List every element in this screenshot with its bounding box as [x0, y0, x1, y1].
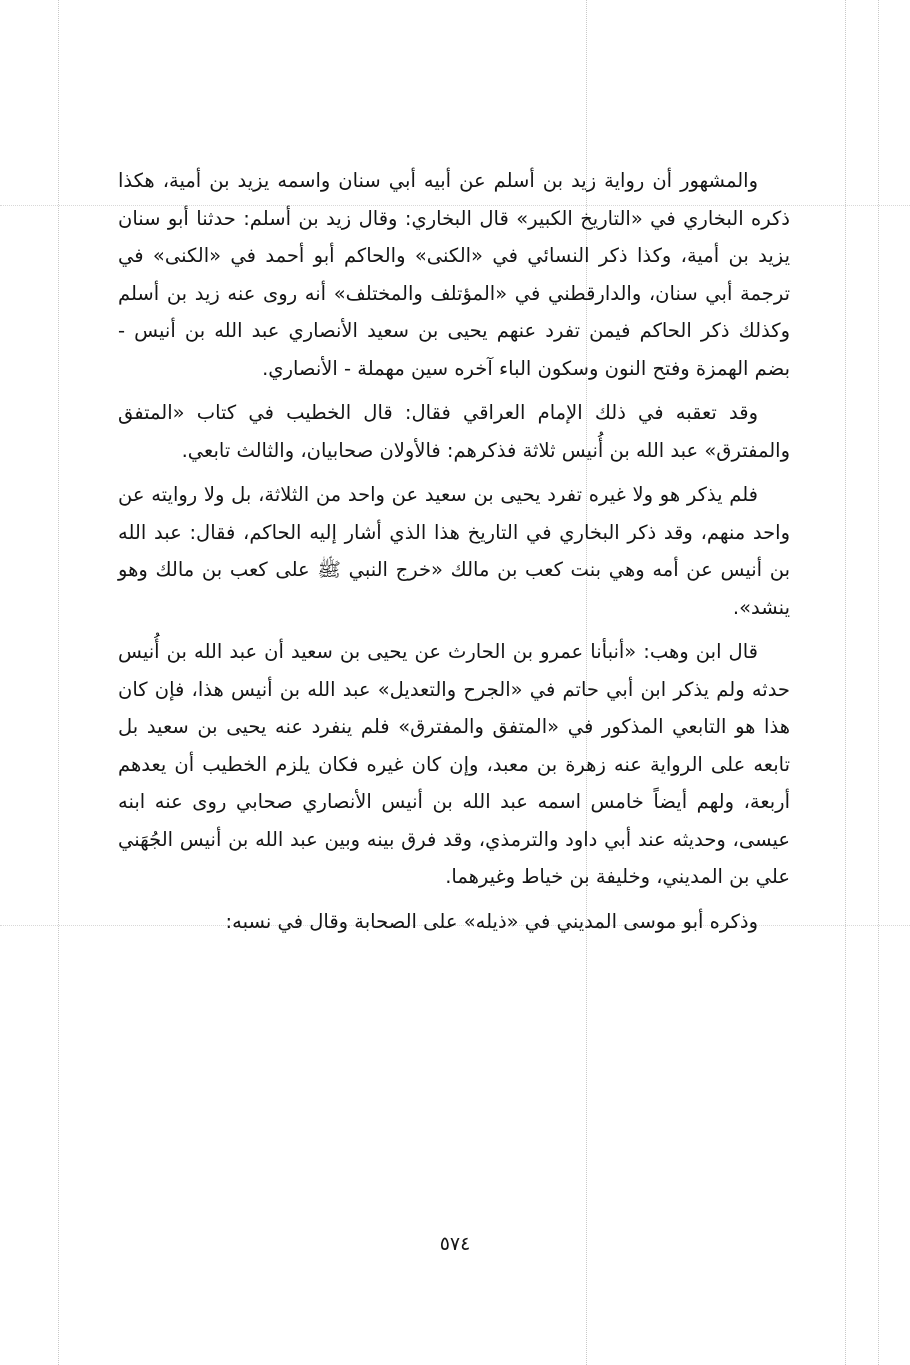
body-text — [118, 162, 790, 947]
paragraph: قال ابن وهب: «أنبأنا عمرو بن الحارث عن يحيى بن سعيد أن عبد الله بن أُنيس حدثه ولم يذكر ابن أبي حاتم في «الجرح والتعديل» عبد الله بن أنيس هذا، فإن كان هذا هو التابعي المذكور في «المتفق والمفترق» فلم ينفرد عنه يحيى بن سعيد بل تابعه على الرواية عنه زهرة بن معبد، وإن كان غيره فكان يلزم الخطيب أن يعدهم أربعة، ولهم أيضاً خامس اسمه عبد الله بن أنيس الأنصاري صحابي روى عنه ابنه عيسى، وحديثه عند أبي داود والترمذي، وقد فرق بينه وبين عبد الله بن أنيس الجُهَني علي بن المديني، وخليفة بن خياط وغيرهما. — [118, 640, 790, 888]
paragraph: والمشهور أن رواية زيد بن أسلم عن أبيه أبي سنان واسمه يزيد بن أمية، هكذا ذكره البخاري في «التاريخ الكبير» قال البخاري: وقال زيد بن أسلم: حدثنا أبو سنان يزيد بن أمية، وكذا ذكر النسائي في «الكنى» والحاكم أبو أحمد في «الكنى» في ترجمة أبي سنان، والدارقطني في «المؤتلف والمختلف» أنه روى عنه زيد بن أسلم وكذلك ذكر الحاكم فيمن تفرد عنهم يحيى بن سعيد الأنصاري عبد الله بن أنيس - بضم الهمزة وفتح النون وسكون الباء آخره سين مهملة - الأنصاري. — [118, 169, 790, 380]
paragraph: وذكره أبو موسى المديني في «ذيله» على الصحابة وقال في نسبه: — [225, 909, 758, 933]
paragraph: فلم يذكر هو ولا غيره تفرد يحيى بن سعيد عن واحد من الثلاثة، بل ولا روايته عن واحد منهم، وقد ذكر البخاري في التاريخ هذا الذي أشار إليه الحاكم، فقال: عبد الله بن أنيس عن أمه وهي بنت كعب بن مالك «خرج النبي ﷺ على كعب بن مالك وهو ينشد». — [118, 483, 790, 619]
page-number: ٥٧٤ — [439, 1233, 471, 1255]
paragraph: وقد تعقبه في ذلك الإمام العراقي فقال: قال الخطيب في كتاب «المتفق والمفترق» عبد الله بن أُنيس ثلاثة فذكرهم: فالأولان صحابيان، والثالث تابعي. — [118, 401, 790, 462]
